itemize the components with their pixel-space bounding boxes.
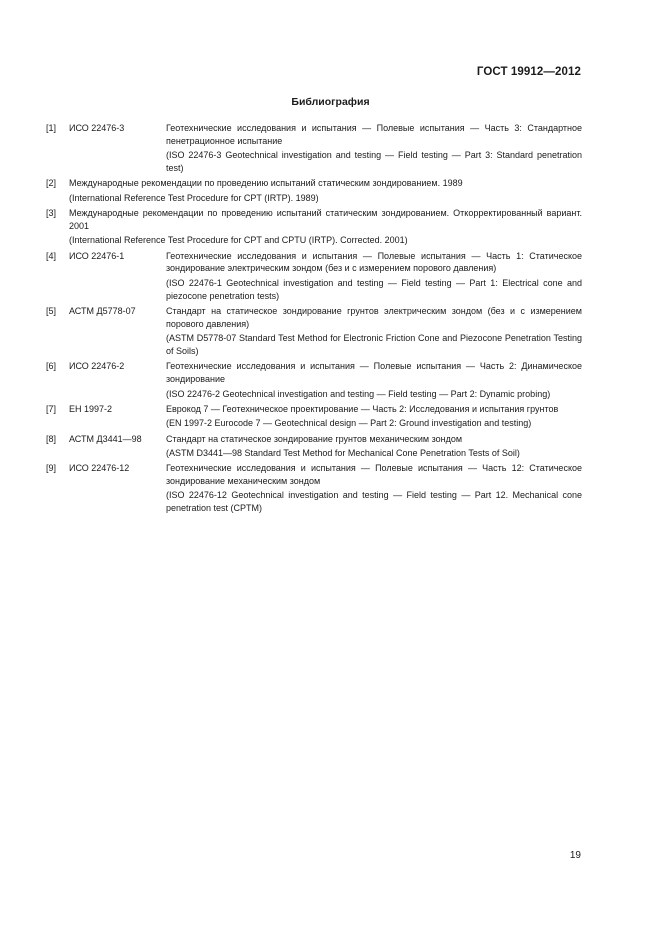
reference-en-text: (EN 1997-2 Eurocode 7 — Geotechnical design — Part 2: Ground investigation and testing) [166, 418, 532, 429]
reference-ru-text: Еврокод 7 — Геотехническое проектирование — Часть 2: Исследования и испытания грунтов [166, 403, 559, 414]
reference-item [46, 433, 582, 460]
reference-number: [2] [46, 178, 57, 189]
reference-ru-text: Геотехнические исследования и испытания — Полевые испытания — Часть 12: Статическое зондирование механическим зондом [166, 463, 582, 487]
reference-code: ИСО 22476-2 [69, 361, 125, 372]
page-number: 19 [569, 850, 581, 861]
reference-number: [5] [46, 305, 57, 316]
reference-number: [3] [46, 208, 57, 219]
reference-en-text: (ISO 22476-3 Geotechnical investigation and testing — Field testing — Part 3: Standard penetration test) [166, 150, 582, 174]
reference-ru-text: Стандарт на статическое зондирование грунтов механическим зондом [166, 433, 463, 444]
bibliography-list [46, 122, 582, 518]
reference-en-text: (ASTM D3441—98 Standard Test Method for Mechanical Cone Penetration Tests of Soil) [166, 447, 520, 458]
reference-code: АСТМ Д3441—98 [69, 433, 142, 444]
reference-code: ИСО 22476-3 [69, 123, 125, 133]
reference-number: [8] [46, 433, 57, 444]
reference-item [46, 403, 582, 430]
reference-ru-text: Международные рекомендации по проведению испытаний статическим зондированием. Откорректированный вариант. 2001 [69, 208, 582, 231]
reference-en-text: (ISO 22476-1 Geotechnical investigation and testing — Field testing — Part 1: Electrical cone and piezocone penetration tests) [166, 277, 582, 301]
reference-ru-text: Геотехнические исследования и испытания — Полевые испытания — Часть 2: Динамическое зондирование [166, 361, 582, 385]
reference-en-text: (ISO 22476-12 Geotechnical investigation and testing — Field testing — Part 12. Mechanical cone penetration test (CPTM) [166, 490, 582, 514]
reference-ru-text: Геотехнические исследования и испытания — Полевые испытания — Часть 1: Статическое зондирование электрическим зондом (без и с измерением порового давления) [166, 250, 582, 274]
reference-item [46, 207, 582, 247]
reference-en-text: (ASTM D5778-07 Standard Test Method for Electronic Friction Cone and Piezocone Penetration Testing of Soils) [166, 333, 582, 357]
reference-number: [9] [46, 463, 57, 474]
reference-item [46, 250, 582, 303]
reference-item [46, 360, 582, 400]
reference-number: [1] [46, 123, 57, 133]
reference-code: ЕН 1997-2 [69, 403, 113, 414]
reference-en-text: (ISO 22476-2 Geotechnical investigation and testing — Field testing — Part 2: Dynamic probing) [166, 388, 551, 399]
reference-ru-text: Международные рекомендации по проведению испытаний статическим зондированием. 1989 [69, 178, 463, 189]
reference-code: ИСО 22476-1 [69, 250, 125, 261]
reference-number: [6] [46, 361, 57, 372]
bibliography-title: Библиография [291, 96, 370, 108]
reference-item [46, 122, 582, 175]
reference-item [46, 305, 582, 358]
reference-ru-text: Стандарт на статическое зондирование грунтов электрическим зондом (без и с измерением порового давления) [166, 305, 582, 329]
reference-en-text: (International Reference Test Procedure for CPT and CPTU (IRTP). Corrected. 2001) [69, 235, 408, 246]
reference-item [46, 462, 582, 515]
reference-code: АСТМ Д5778-07 [69, 305, 136, 316]
reference-number: [4] [46, 250, 57, 261]
reference-ru-text: Геотехнические исследования и испытания — Полевые испытания — Часть 3: Стандартное пенетрационное испытание [166, 123, 582, 146]
reference-code: ИСО 22476-12 [69, 463, 130, 474]
reference-number: [7] [46, 403, 57, 414]
document-standard-number: ГОСТ 19912—2012 [476, 66, 581, 78]
reference-en-text: (International Reference Test Procedure for CPT (IRTP). 1989) [69, 192, 319, 203]
reference-item [46, 177, 582, 204]
